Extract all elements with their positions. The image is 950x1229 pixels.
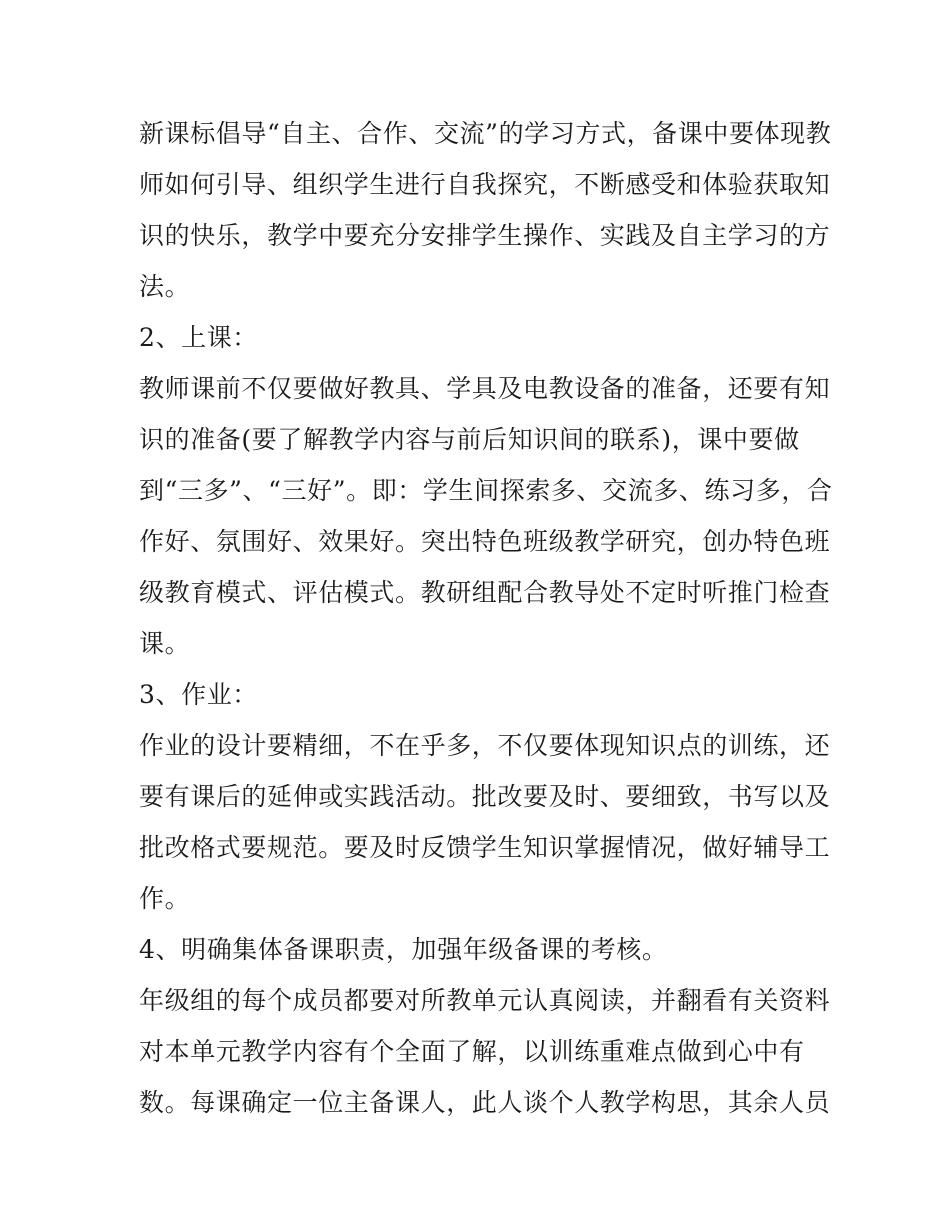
text-line: 要有课后的延伸或实践活动。批改要及时、要细致，书写以及: [139, 782, 831, 811]
text-line: 作业的设计要精细，不在乎多，不仅要体现知识点的训练，还: [139, 731, 831, 760]
text-line: 识的快乐，教学中要充分安排学生操作、实践及自主学习的方: [139, 221, 831, 250]
section-heading: 4、明确集体备课职责，加强年级备课的考核。: [139, 935, 668, 964]
text-line: 法。: [139, 272, 191, 301]
section-heading: 2、上课：: [139, 323, 258, 352]
section-heading: 3、作业：: [139, 680, 258, 709]
text-line: 级教育模式、评估模式。教研组配合教导处不定时听推门检查: [139, 578, 831, 607]
text-line: 师如何引导、组织学生进行自我探究，不断感受和体验获取知: [139, 170, 831, 199]
text-line: 课。: [139, 629, 191, 658]
text-line: 到“三多”、“三好”。即：学生间探索多、交流多、练习多，合: [139, 476, 833, 505]
text-line: 年级组的每个成员都要对所教单元认真阅读，并翻看有关资料: [139, 986, 831, 1015]
text-line: 作。: [139, 884, 191, 913]
text-line: 新课标倡导“自主、合作、交流”的学习方式，备课中要体现教: [139, 119, 832, 148]
text-line: 批改格式要规范。要及时反馈学生知识掌握情况，做好辅导工: [139, 833, 831, 862]
text-line: 教师课前不仅要做好教具、学具及电教设备的准备，还要有知: [139, 374, 831, 403]
text-line: 数。每课确定一位主备课人，此人谈个人教学构思，其余人员: [139, 1088, 831, 1117]
text-line: 作好、氛围好、效果好。突出特色班级教学研究，创办特色班: [139, 527, 831, 556]
text-line: 识的准备(要了解教学内容与前后知识间的联系)，课中要做: [139, 425, 800, 454]
text-line: 对本单元教学内容有个全面了解，以训练重难点做到心中有: [139, 1037, 805, 1066]
document-body: [139, 108, 833, 1128]
